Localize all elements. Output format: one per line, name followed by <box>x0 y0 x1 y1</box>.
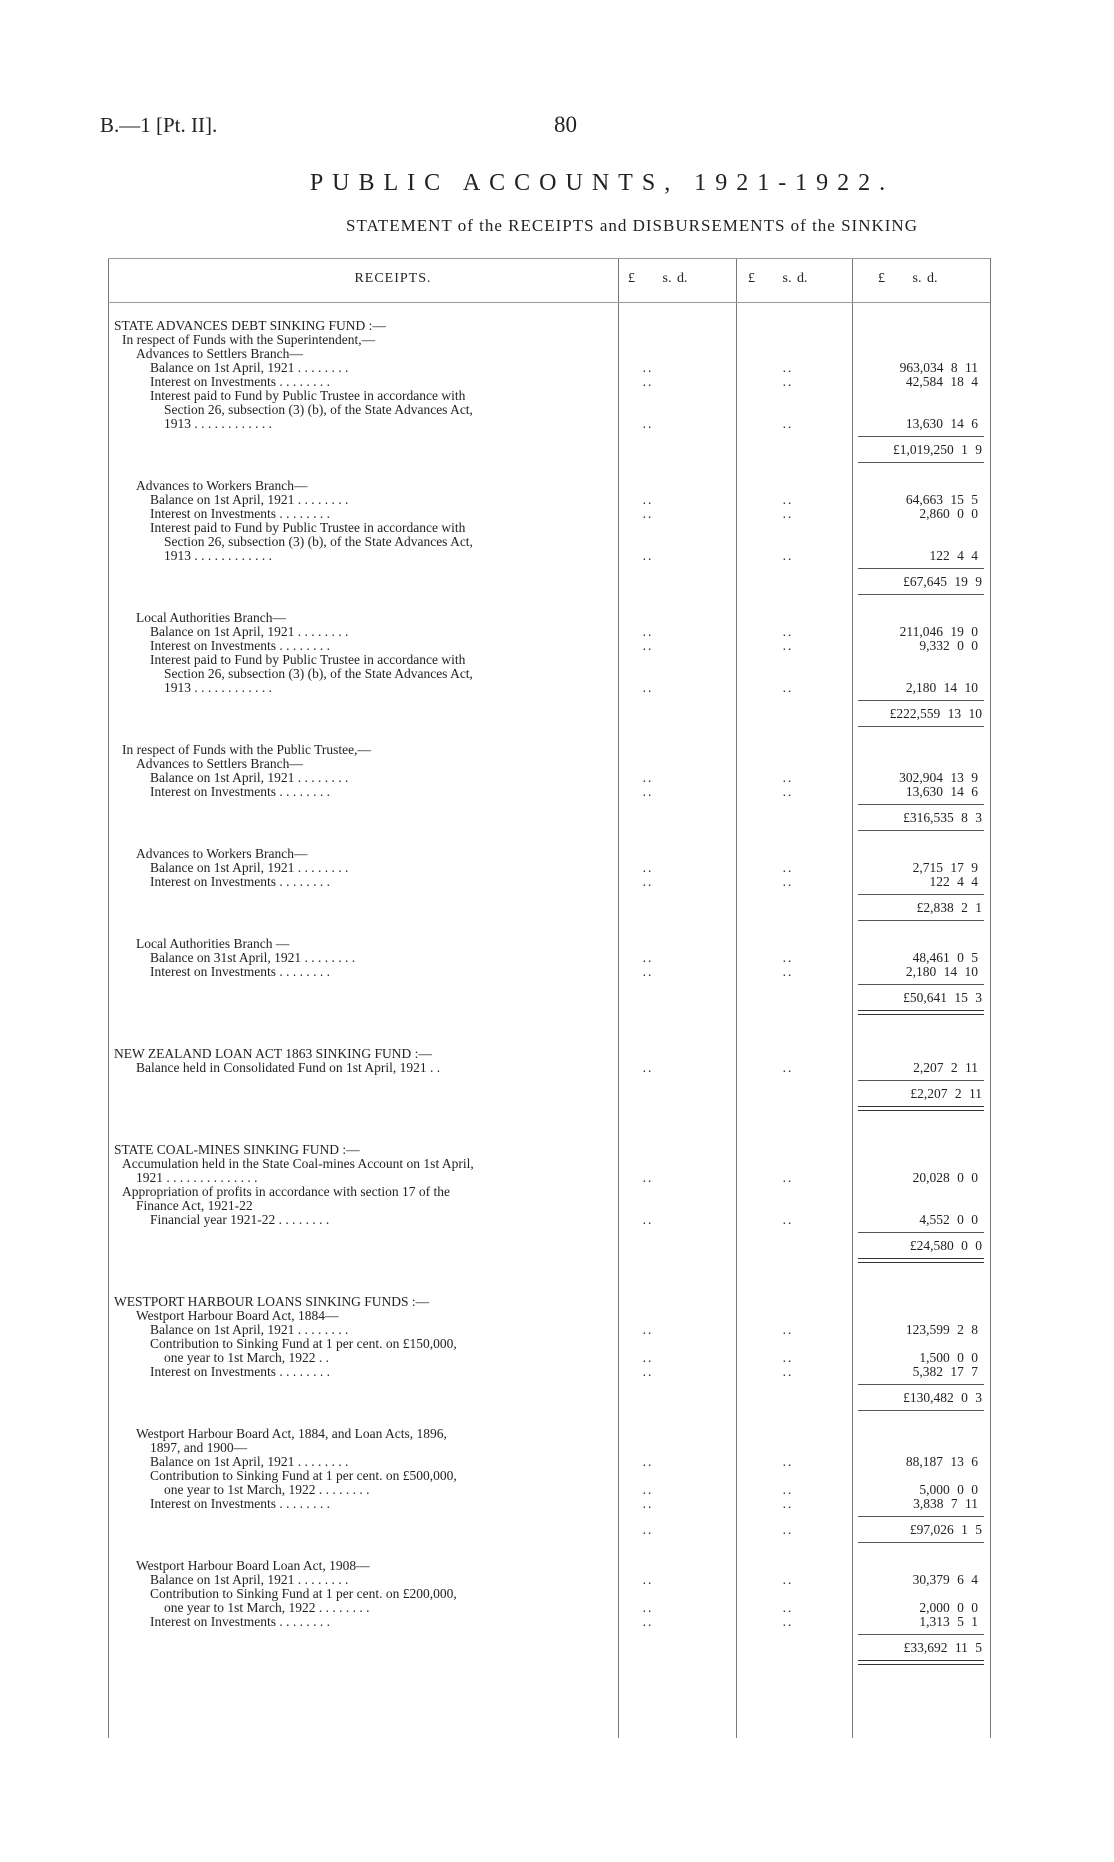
subtotal-rule <box>858 462 984 463</box>
subtotal-rule <box>858 700 984 701</box>
subtotal-rule <box>858 1410 984 1411</box>
row-label: Financial year 1921-22 . . . . . . . . <box>150 1212 330 1227</box>
row-label: Westport Harbour Board Loan Act, 1908— <box>136 1558 370 1573</box>
row-label: 1921 . . . . . . . . . . . . . . <box>136 1170 258 1185</box>
leader-dots: .. <box>782 1322 794 1337</box>
statement-subtitle: STATEMENT of the RECEIPTS and DISBURSEMENTS of the SINKING <box>346 216 918 235</box>
row-label: WESTPORT HARBOUR LOANS SINKING FUNDS :— <box>114 1294 430 1309</box>
subtotal-rule <box>858 594 984 595</box>
leader-dots: .. <box>642 492 654 507</box>
subtotal-rule <box>858 804 984 805</box>
subtotal-amount: £130,482 0 3 <box>903 1390 982 1405</box>
leader-dots: .. <box>782 1060 794 1075</box>
subtotal-row <box>108 574 990 590</box>
row-label: Interest on Investments . . . . . . . . <box>150 1364 330 1379</box>
subtotal-row <box>108 706 990 722</box>
row-label: Interest on Investments . . . . . . . . <box>150 1614 330 1629</box>
row-label: one year to 1st March, 1922 . . . . . . . . <box>164 1600 370 1615</box>
table-row <box>108 1060 990 1076</box>
row-label: STATE ADVANCES DEBT SINKING FUND :— <box>114 318 386 333</box>
subtotal-rule <box>858 1232 984 1233</box>
subtotal-row <box>108 442 990 458</box>
row-label: Balance on 1st April, 1921 . . . . . . . . <box>150 360 349 375</box>
leader-dots: .. <box>642 1600 654 1615</box>
row-amount: 9,332 0 0 <box>919 638 978 653</box>
subtotal-amount: £1,019,250 1 9 <box>893 442 982 457</box>
leader-dots: .. <box>642 1170 654 1185</box>
row-amount: 64,663 15 5 <box>905 492 978 507</box>
total-double-rule <box>858 1660 984 1665</box>
row-label: In respect of Funds with the Superintendent,— <box>122 332 376 347</box>
row-label: Local Authorities Branch— <box>136 610 286 625</box>
row-label: Advances to Settlers Branch— <box>136 756 303 771</box>
row-label: Interest on Investments . . . . . . . . <box>150 638 330 653</box>
leader-dots: .. <box>782 1482 794 1497</box>
leader-dots: .. <box>642 1496 654 1511</box>
subtotal-rule <box>858 830 984 831</box>
total-double-rule <box>858 1106 984 1111</box>
subtotal-row <box>108 1522 990 1538</box>
leader-dots: .. <box>782 374 794 389</box>
leader-dots: .. <box>642 770 654 785</box>
row-label: Advances to Settlers Branch— <box>136 346 303 361</box>
subtotal-amount: £33,692 11 5 <box>903 1640 982 1655</box>
row-amount: 211,046 19 0 <box>899 624 978 639</box>
leader-dots: .. <box>642 638 654 653</box>
subtotal-amount: £67,645 19 9 <box>903 574 982 589</box>
leader-dots: .. <box>782 950 794 965</box>
row-label: Westport Harbour Board Act, 1884— <box>136 1308 339 1323</box>
document-reference: B.—1 [Pt. II]. <box>100 113 218 137</box>
table-rule-top <box>108 258 990 259</box>
subtotal-rule <box>858 894 984 895</box>
leader-dots: .. <box>642 1350 654 1365</box>
table-row <box>108 784 990 800</box>
row-amount: 122 4 4 <box>929 548 978 563</box>
row-amount: 4,552 0 0 <box>919 1212 978 1227</box>
leader-dots: .. <box>642 506 654 521</box>
row-label: Balance on 1st April, 1921 . . . . . . . . <box>150 1322 349 1337</box>
leader-dots: .. <box>782 624 794 639</box>
row-amount: 5,382 17 7 <box>912 1364 978 1379</box>
row-label: Contribution to Sinking Fund at 1 per cent. on £500,000, <box>150 1468 457 1483</box>
row-amount: 122 4 4 <box>929 874 978 889</box>
row-amount: 13,630 14 6 <box>905 784 978 799</box>
leader-dots: .. <box>782 770 794 785</box>
subtotal-rule <box>858 1634 984 1635</box>
subtotal-rule <box>858 726 984 727</box>
leader-dots: .. <box>782 1212 794 1227</box>
subtotal-row <box>108 900 990 916</box>
row-label: Balance on 1st April, 1921 . . . . . . . . <box>150 624 349 639</box>
leader-dots: .. <box>782 1600 794 1615</box>
row-label: Balance held in Consolidated Fund on 1st April, 1921 . . <box>136 1060 441 1075</box>
column-header-col1: £ s. d. <box>628 271 688 286</box>
row-label: Interest paid to Fund by Public Trustee in accordance with <box>150 652 466 667</box>
row-amount: 30,379 6 4 <box>912 1572 978 1587</box>
subtotal-amount: £50,641 15 3 <box>903 990 982 1005</box>
row-amount: 2,180 14 10 <box>905 680 978 695</box>
total-double-rule <box>858 1010 984 1015</box>
row-label: In respect of Funds with the Public Trustee,— <box>122 742 371 757</box>
row-label: Westport Harbour Board Act, 1884, and Loan Acts, 1896, <box>136 1426 447 1441</box>
row-label: Appropriation of profits in accordance with section 17 of the <box>122 1184 451 1199</box>
leader-dots: .. <box>782 360 794 375</box>
row-amount: 2,860 0 0 <box>919 506 978 521</box>
row-amount: 3,838 7 11 <box>913 1496 978 1511</box>
row-amount: 5,000 0 0 <box>919 1482 978 1497</box>
leader-dots: .. <box>642 874 654 889</box>
row-label: Balance on 1st April, 1921 . . . . . . . . <box>150 492 349 507</box>
leader-dots: .. <box>782 1170 794 1185</box>
row-label: one year to 1st March, 1922 . . . . . . . . <box>164 1482 370 1497</box>
row-label: Section 26, subsection (3) (b), of the State Advances Act, <box>164 534 473 549</box>
row-label: Section 26, subsection (3) (b), of the State Advances Act, <box>164 666 473 681</box>
row-label: Balance on 31st April, 1921 . . . . . . . . <box>150 950 356 965</box>
leader-dots: .. <box>782 874 794 889</box>
column-header-receipts: RECEIPTS. <box>354 271 432 286</box>
row-amount: 20,028 0 0 <box>912 1170 978 1185</box>
row-label: 1897, and 1900— <box>150 1440 248 1455</box>
subtotal-row <box>108 1238 990 1254</box>
subtotal-rule <box>858 1080 984 1081</box>
subtotal-rule <box>858 1384 984 1385</box>
table-rule-right <box>990 258 991 1738</box>
row-amount: 302,904 13 9 <box>899 770 978 785</box>
leader-dots: .. <box>782 860 794 875</box>
leader-dots: .. <box>642 784 654 799</box>
row-amount: 13,630 14 6 <box>905 416 978 431</box>
subtotal-row <box>108 1086 990 1102</box>
leader-dots: .. <box>782 638 794 653</box>
row-amount: 2,000 0 0 <box>919 1600 978 1615</box>
subtotal-rule <box>858 1542 984 1543</box>
subtotal-amount: £2,207 2 11 <box>910 1086 982 1101</box>
subtotal-row <box>108 810 990 826</box>
leader-dots: .. <box>642 680 654 695</box>
subtotal-row <box>108 990 990 1006</box>
total-double-rule <box>858 1258 984 1263</box>
row-label: Advances to Workers Branch— <box>136 846 308 861</box>
subtotal-amount: £97,026 1 5 <box>909 1522 982 1537</box>
subtotal-rule <box>858 920 984 921</box>
row-label: one year to 1st March, 1922 . . <box>164 1350 329 1365</box>
row-label: Interest paid to Fund by Public Trustee in accordance with <box>150 520 466 535</box>
subtotal-row <box>108 1640 990 1656</box>
row-label: Interest on Investments . . . . . . . . <box>150 1496 330 1511</box>
row-label: Contribution to Sinking Fund at 1 per cent. on £150,000, <box>150 1336 457 1351</box>
row-amount: 88,187 13 6 <box>905 1454 978 1469</box>
leader-dots: .. <box>782 680 794 695</box>
subtotal-amount: £222,559 13 10 <box>889 706 982 721</box>
subtotal-amount: £24,580 0 0 <box>909 1238 982 1253</box>
table-row <box>108 1614 990 1630</box>
column-header-col2: £ s. d. <box>748 271 808 286</box>
subtotal-row <box>108 1390 990 1406</box>
table-row <box>108 1212 990 1228</box>
table-row <box>108 1496 990 1512</box>
table-row <box>108 1364 990 1380</box>
row-label: Finance Act, 1921-22 <box>136 1198 253 1213</box>
leader-dots: .. <box>782 492 794 507</box>
row-label: Balance on 1st April, 1921 . . . . . . . . <box>150 860 349 875</box>
row-label: Contribution to Sinking Fund at 1 per cent. on £200,000, <box>150 1586 457 1601</box>
row-label: Accumulation held in the State Coal-mines Account on 1st April, <box>122 1156 474 1171</box>
page-number: 80 <box>554 112 577 137</box>
row-amount: 963,034 8 11 <box>899 360 978 375</box>
subtotal-rule <box>858 984 984 985</box>
row-label: Balance on 1st April, 1921 . . . . . . . . <box>150 1572 349 1587</box>
leader-dots: .. <box>642 624 654 639</box>
row-label: 1913 . . . . . . . . . . . . <box>164 680 272 695</box>
table-row <box>108 680 990 696</box>
row-amount: 1,313 5 1 <box>919 1614 978 1629</box>
leader-dots: .. <box>782 416 794 431</box>
leader-dots: .. <box>782 1350 794 1365</box>
leader-dots: .. <box>642 1212 654 1227</box>
leader-dots: .. <box>782 784 794 799</box>
leader-dots: .. <box>642 1482 654 1497</box>
row-label: Local Authorities Branch — <box>136 936 290 951</box>
leader-dots: .. <box>782 548 794 563</box>
subtotal-amount: £2,838 2 1 <box>916 900 982 915</box>
row-label: Interest paid to Fund by Public Trustee in accordance with <box>150 388 466 403</box>
subtotal-rule <box>858 436 984 437</box>
leader-dots: .. <box>642 1454 654 1469</box>
row-label: Interest on Investments . . . . . . . . <box>150 964 330 979</box>
row-amount: 2,180 14 10 <box>905 964 978 979</box>
subtotal-rule <box>858 1516 984 1517</box>
leader-dots: .. <box>642 548 654 563</box>
leader-dots: .. <box>782 964 794 979</box>
row-label: Interest on Investments . . . . . . . . <box>150 874 330 889</box>
leader-dots: .. <box>642 360 654 375</box>
row-amount: 42,584 18 4 <box>905 374 978 389</box>
row-label: 1913 . . . . . . . . . . . . <box>164 416 272 431</box>
row-label: Advances to Workers Branch— <box>136 478 308 493</box>
leader-dots: .. <box>642 1060 654 1075</box>
subtotal-rule <box>858 568 984 569</box>
leader-dots: .. <box>642 860 654 875</box>
leader-dots: .. <box>642 416 654 431</box>
row-label: Balance on 1st April, 1921 . . . . . . . . <box>150 770 349 785</box>
leader-dots: .. <box>642 1614 654 1629</box>
row-label: STATE COAL-MINES SINKING FUND :— <box>114 1142 360 1157</box>
row-amount: 2,207 2 11 <box>913 1060 978 1075</box>
table-row <box>108 874 990 890</box>
page-title: PUBLIC ACCOUNTS, 1921-1922. <box>309 170 895 196</box>
row-label: Interest on Investments . . . . . . . . <box>150 784 330 799</box>
row-label: Interest on Investments . . . . . . . . <box>150 506 330 521</box>
leader-dots: .. <box>782 1454 794 1469</box>
row-label: Balance on 1st April, 1921 . . . . . . . . <box>150 1454 349 1469</box>
row-amount: 1,500 0 0 <box>919 1350 978 1365</box>
table-row <box>108 964 990 980</box>
row-amount: 123,599 2 8 <box>905 1322 978 1337</box>
row-amount: 48,461 0 5 <box>912 950 978 965</box>
row-label: Interest on Investments . . . . . . . . <box>150 374 330 389</box>
row-amount: 2,715 17 9 <box>912 860 978 875</box>
leader-dots: .. <box>642 964 654 979</box>
leader-dots: .. <box>642 1364 654 1379</box>
leader-dots: .. <box>782 1496 794 1511</box>
leader-dots: .. <box>782 1522 794 1537</box>
leader-dots: .. <box>782 1364 794 1379</box>
table-header-rule <box>108 302 990 303</box>
table-row <box>108 548 990 564</box>
column-header-col3: £ s. d. <box>878 271 938 286</box>
leader-dots: .. <box>782 1614 794 1629</box>
leader-dots: .. <box>642 1322 654 1337</box>
leader-dots: .. <box>642 1572 654 1587</box>
leader-dots: .. <box>642 950 654 965</box>
row-label: Section 26, subsection (3) (b), of the State Advances Act, <box>164 402 473 417</box>
leader-dots: .. <box>642 1522 654 1537</box>
table-row <box>108 416 990 432</box>
leader-dots: .. <box>642 374 654 389</box>
subtotal-amount: £316,535 8 3 <box>903 810 982 825</box>
leader-dots: .. <box>782 506 794 521</box>
row-label: NEW ZEALAND LOAN ACT 1863 SINKING FUND :— <box>114 1046 432 1061</box>
leader-dots: .. <box>782 1572 794 1587</box>
row-label: 1913 . . . . . . . . . . . . <box>164 548 272 563</box>
receipts-table <box>108 258 990 1738</box>
